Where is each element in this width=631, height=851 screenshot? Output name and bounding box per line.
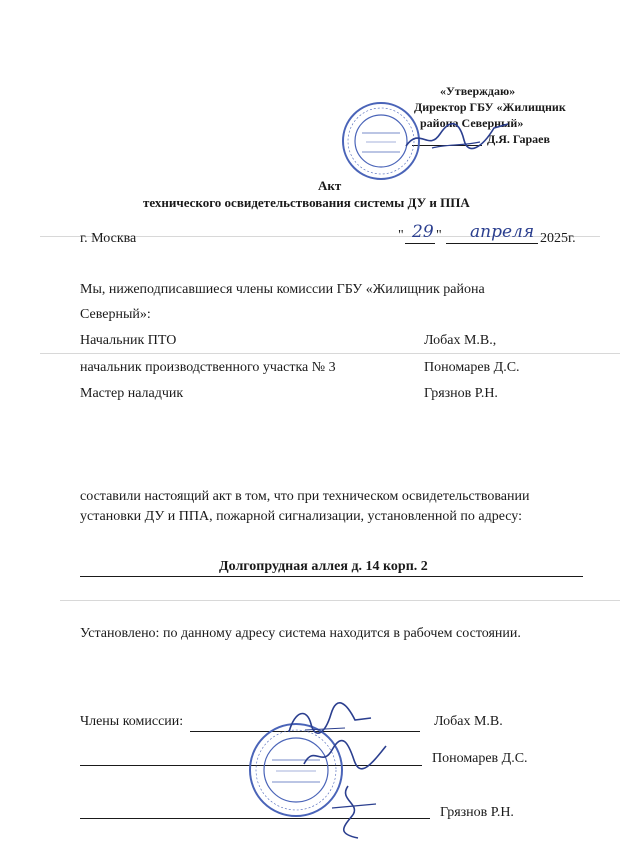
commission-name: Грязнов Р.Н. [424,386,498,401]
commission-name: Пономарев Д.С. [424,360,520,375]
signature-ponomarev [300,738,390,774]
signature-name: Пономарев Д.С. [432,751,528,766]
scan-line [60,600,620,601]
date-month-line [446,243,538,244]
signature-lobakh [285,700,375,740]
intro-line2: Северный»: [80,307,151,322]
city: г. Москва [80,231,137,246]
signatures-label: Члены комиссии: [80,714,184,729]
signature-name: Лобах М.В. [434,714,503,729]
approval-signer: Д.Я. Гараев [487,132,550,146]
date-year: 2025г. [540,231,576,246]
date-month: апреля [470,222,535,242]
approval-position-line2: района Северный» [420,116,524,130]
conclusion: Установлено: по данному адресу система находится в рабочем состоянии. [80,626,521,641]
document-subtitle: технического освидетельствования системы ДУ и ППА [143,195,470,210]
body-line1: составили настоящий акт в том, что при техническом освидетельствовании [80,489,530,504]
commission-role: начальник производственного участка № 3 [80,360,336,375]
signature-name: Грязнов Р.Н. [440,805,514,820]
scan-line [40,353,620,354]
commission-name: Лобах М.В., [424,333,497,348]
signature-gryaznov [318,782,388,842]
commission-role: Начальник ПТО [80,333,177,348]
approval-position-line1: Директор ГБУ «Жилищник [414,100,566,114]
intro-line1: Мы, нижеподписавшиеся члены комиссии ГБУ «Жилищник района [80,282,485,297]
commission-role: Мастер наладчик [80,386,184,401]
address-underline [80,576,583,577]
date-day: 29 [412,222,434,242]
date-day-line [405,243,435,244]
document-title: Акт [318,178,342,193]
date-quote-close: " [436,228,442,243]
body-line2: установки ДУ и ППА, пожарной сигнализации, установленной по адресу: [80,509,522,524]
approval-title: «Утверждаю» [440,84,516,98]
address: Долгопрудная аллея д. 14 корп. 2 [219,559,428,574]
director-signature [402,118,512,158]
date-quote-open: " [398,228,404,243]
